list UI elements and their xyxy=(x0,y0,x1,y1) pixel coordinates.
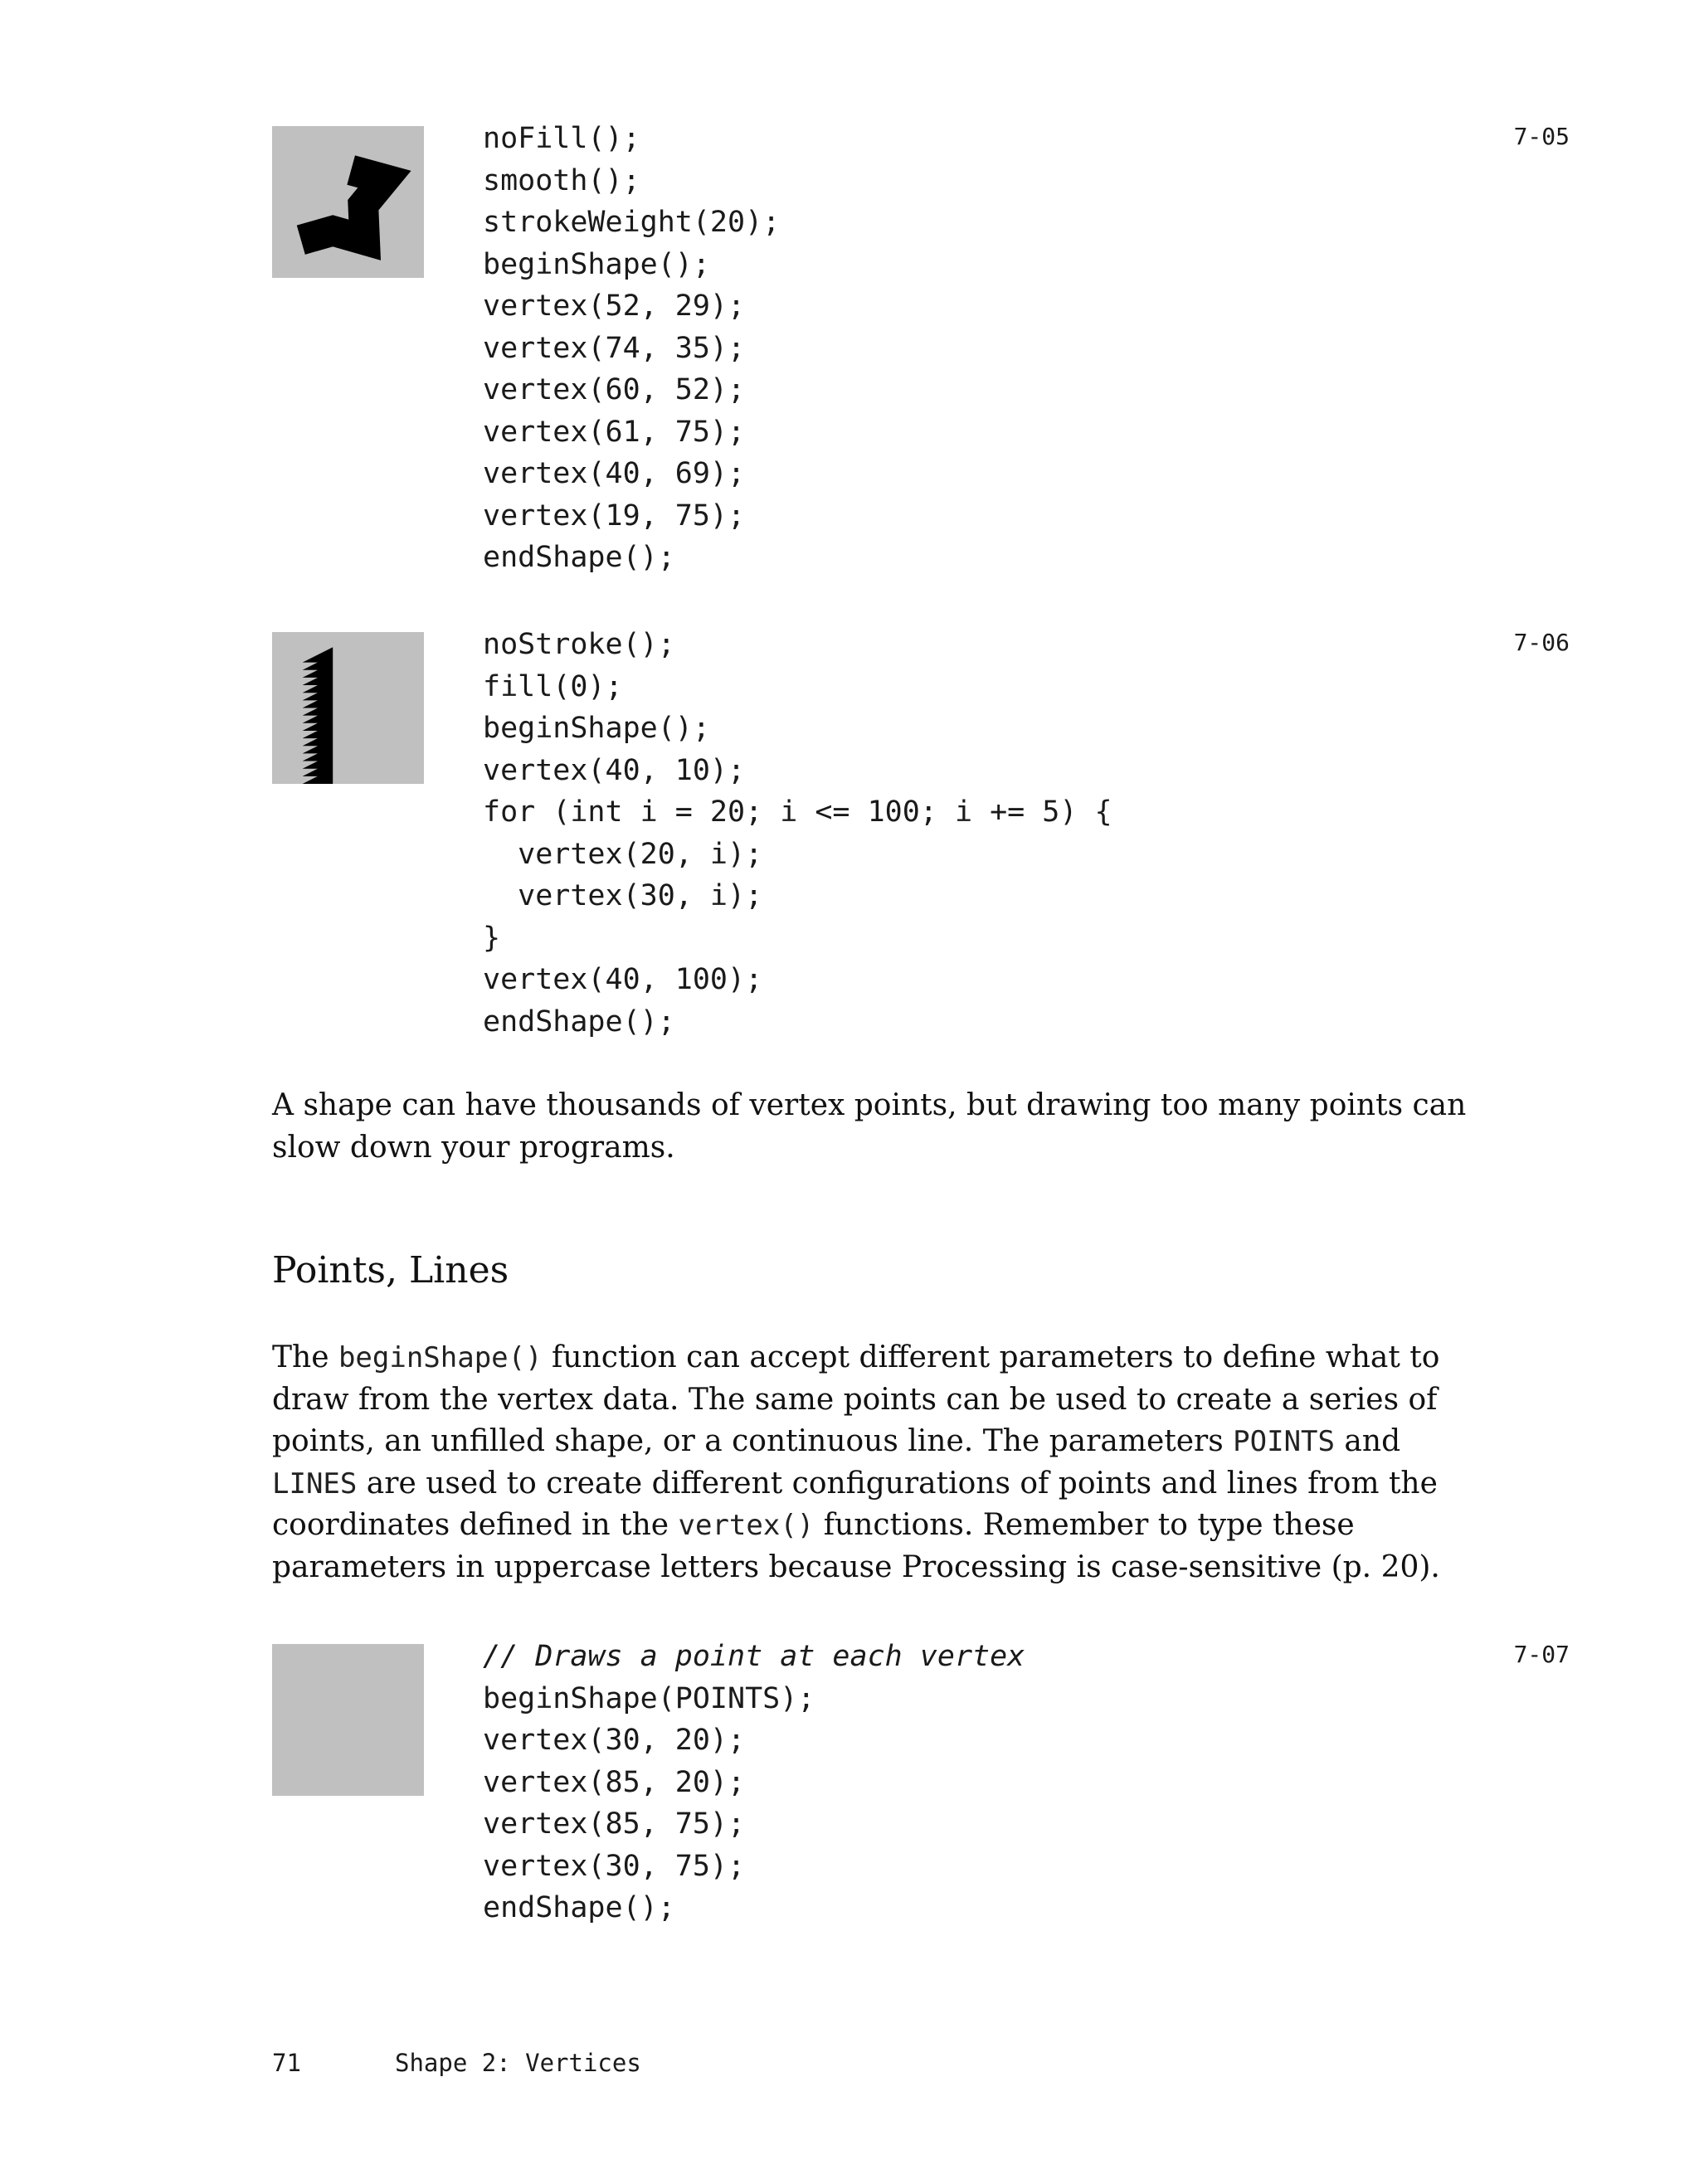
code-comment: // Draws a point at each vertex xyxy=(483,1640,1025,1673)
section-heading: Points, Lines xyxy=(272,1249,509,1291)
inline-code-points: POINTS xyxy=(1233,1425,1335,1458)
example-7-05-number: 7-05 xyxy=(1513,123,1570,150)
text-span: The xyxy=(272,1340,338,1374)
example-7-07-code-block xyxy=(483,1636,1025,1929)
example-7-06-output-image xyxy=(272,632,424,784)
inline-code-beginshape: beginShape() xyxy=(338,1341,543,1374)
example-7-06-number: 7-06 xyxy=(1513,629,1570,656)
page-number: 71 xyxy=(272,2049,301,2077)
body-paragraph-1: A shape can have thousands of vertex points, but drawing too many points can slow down your programs. xyxy=(272,1088,1467,1165)
text-span: and xyxy=(1334,1424,1401,1458)
example-7-06-code: noStroke(); fill(0); beginShape(); vertex(40, 10); for (int i = 20; i <= 100; i += 5) { vertex(20, i); vertex(30, i); } vertex(40, 100); endShape(); xyxy=(483,628,1112,1038)
text-span: function can accept different parameters to define what to draw from the vertex data. The same points can be used to create a series of points, an unfilled shape, or a continuous line. The parameters xyxy=(272,1340,1440,1458)
example-7-05-code: noFill(); smooth(); strokeWeight(20); beginShape(); vertex(52, 29); vertex(74, 35); vertex(60, 52); vertex(61, 75); vertex(40, 69); vertex(19, 75); endShape(); xyxy=(483,122,781,574)
chapter-title: Shape 2: Vertices xyxy=(395,2049,641,2077)
example-7-05-output-image xyxy=(272,126,424,278)
text-span: are used to create different configurations of points and lines from the coordinates defined in the xyxy=(272,1466,1438,1542)
body-paragraph-2 xyxy=(272,1337,1467,1588)
example-7-07-code: beginShape(POINTS); vertex(30, 20); vertex(85, 20); vertex(85, 75); vertex(30, 75); endShape(); xyxy=(483,1681,815,1924)
example-7-07-number: 7-07 xyxy=(1513,1641,1570,1668)
text-span: functions. Remember to type these parameters in uppercase letters because Processing is case-sensitive (p. 20). xyxy=(272,1508,1440,1584)
inline-code-lines: LINES xyxy=(272,1467,358,1501)
example-7-07-output-image xyxy=(272,1644,424,1796)
inline-code-vertex: vertex() xyxy=(678,1509,815,1542)
